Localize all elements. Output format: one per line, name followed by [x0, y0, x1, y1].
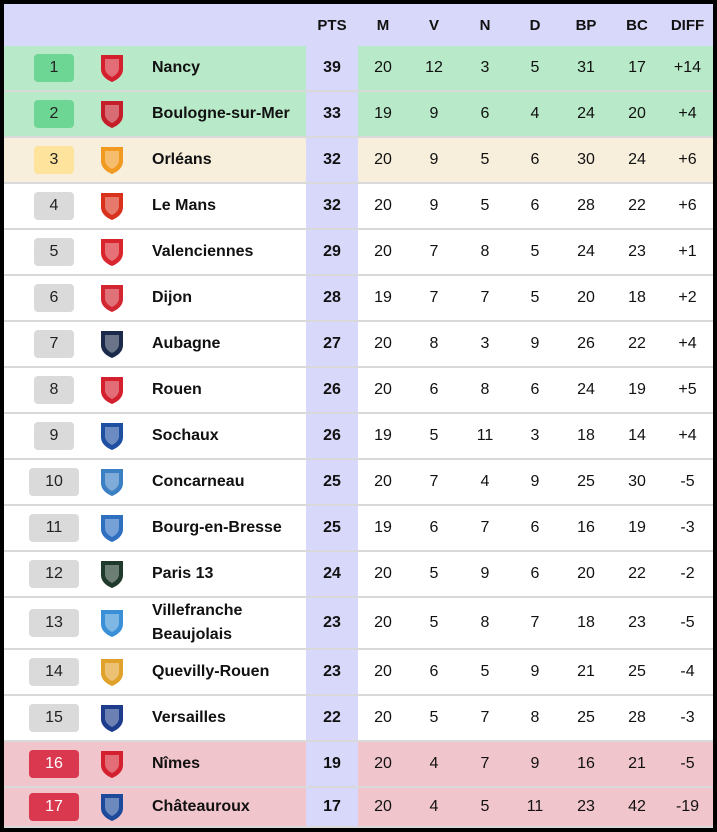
stat-d: 11	[526, 798, 544, 815]
stat-diff: -5	[680, 614, 695, 631]
stat-n: 9	[480, 565, 490, 582]
stat-v: 8	[429, 335, 439, 352]
team-logo	[92, 506, 132, 550]
stat-v: 5	[429, 709, 439, 726]
stat-pts: 27	[306, 322, 358, 366]
stat-bc: 23	[628, 243, 646, 260]
stat-d: 3	[530, 427, 540, 444]
stat-pts: 26	[306, 368, 358, 412]
stat-v: 5	[429, 427, 439, 444]
stat-diff: +6	[678, 197, 697, 214]
rank-cell	[4, 460, 104, 504]
team-name[interactable]: Châteauroux	[152, 798, 250, 815]
table-row[interactable]	[4, 788, 713, 828]
stat-m: 20	[374, 798, 392, 815]
stat-bp: 20	[577, 565, 595, 582]
stat-diff: +1	[678, 243, 697, 260]
stat-bc: 20	[628, 105, 646, 122]
stat-d: 5	[530, 243, 540, 260]
team-name[interactable]: Valenciennes	[152, 243, 254, 260]
stat-v: 5	[429, 565, 439, 582]
rank-cell	[4, 368, 104, 412]
stat-bc: 22	[628, 335, 646, 352]
team-name[interactable]: Rouen	[152, 381, 202, 398]
boulogne-crest-icon	[99, 99, 125, 129]
stat-diff: +4	[678, 105, 697, 122]
stat-diff: -5	[680, 755, 695, 772]
stat-bp: 30	[577, 151, 595, 168]
stat-m: 19	[374, 289, 392, 306]
stat-diff: -19	[675, 798, 700, 815]
rank-badge: 2	[34, 100, 74, 128]
standings-table	[4, 4, 713, 828]
stat-v: 12	[425, 59, 443, 76]
stat-m: 19	[374, 105, 392, 122]
stat-bc: 17	[628, 59, 646, 76]
stat-bp: 24	[577, 243, 595, 260]
stat-pts: 22	[306, 696, 358, 740]
le-mans-crest-icon	[99, 191, 125, 221]
aubagne-crest-icon	[99, 329, 125, 359]
rank-badge: 12	[29, 560, 79, 588]
stat-n: 8	[480, 381, 490, 398]
header-n[interactable]: N	[479, 16, 491, 34]
rank-badge: 7	[34, 330, 74, 358]
orleans-crest-icon	[99, 145, 125, 175]
stat-d: 6	[530, 197, 540, 214]
stat-m: 20	[374, 755, 392, 772]
stat-bc: 19	[628, 519, 646, 536]
team-name[interactable]: Versailles	[152, 709, 226, 726]
team-logo	[92, 322, 132, 366]
rank-badge: 4	[34, 192, 74, 220]
stat-bp: 25	[577, 473, 595, 490]
table-row[interactable]	[4, 368, 713, 414]
stat-m: 20	[374, 614, 392, 631]
rank-badge: 13	[29, 609, 79, 637]
stat-v: 4	[429, 798, 439, 815]
stat-m: 20	[374, 381, 392, 398]
table-row[interactable]	[4, 184, 713, 230]
stat-d: 9	[530, 755, 540, 772]
stat-v: 6	[429, 663, 439, 680]
stat-n: 3	[480, 335, 490, 352]
table-row[interactable]	[4, 322, 713, 368]
stat-v: 7	[429, 289, 439, 306]
stat-pts: 25	[306, 460, 358, 504]
stat-bc: 23	[628, 614, 646, 631]
team-name[interactable]: Le Mans	[152, 197, 217, 214]
stat-v: 9	[429, 151, 439, 168]
stat-pts: 29	[306, 230, 358, 274]
chateauroux-crest-icon	[99, 792, 125, 822]
stat-n: 5	[480, 197, 490, 214]
team-name[interactable]: Quevilly-Rouen	[152, 663, 270, 680]
stat-pts: 28	[306, 276, 358, 320]
rank-badge: 17	[29, 793, 79, 821]
stat-n: 7	[480, 289, 490, 306]
stat-m: 19	[374, 519, 392, 536]
stat-m: 20	[374, 59, 392, 76]
team-name[interactable]: Concarneau	[152, 473, 245, 490]
sochaux-crest-icon	[99, 421, 125, 451]
team-logo	[92, 696, 132, 740]
team-logo	[92, 552, 132, 596]
stat-diff: +6	[678, 151, 697, 168]
rank-cell	[4, 322, 104, 366]
stat-bp: 26	[577, 335, 595, 352]
stat-n: 7	[480, 755, 490, 772]
rank-cell	[4, 276, 104, 320]
table-row[interactable]	[4, 138, 713, 184]
stat-pts: 26	[306, 414, 358, 458]
team-logo	[92, 92, 132, 136]
rank-badge: 15	[29, 704, 79, 732]
stat-n: 7	[480, 709, 490, 726]
rank-cell	[4, 598, 104, 648]
stat-bc: 25	[628, 663, 646, 680]
team-logo	[92, 788, 132, 826]
rank-badge: 10	[29, 468, 79, 496]
table-header	[4, 4, 713, 46]
stat-pts: 24	[306, 552, 358, 596]
stat-pts: 39	[306, 46, 358, 90]
stat-n: 5	[480, 151, 490, 168]
stat-v: 7	[429, 243, 439, 260]
dijon-crest-icon	[99, 283, 125, 313]
rank-cell	[4, 92, 104, 136]
table-row[interactable]	[4, 506, 713, 552]
stat-bc: 22	[628, 565, 646, 582]
stat-diff: -2	[680, 565, 695, 582]
table-row[interactable]	[4, 460, 713, 506]
nancy-crest-icon	[99, 53, 125, 83]
stat-pts: 25	[306, 506, 358, 550]
stat-n: 6	[480, 105, 490, 122]
stat-diff: +14	[673, 59, 702, 76]
stat-bp: 31	[577, 59, 595, 76]
team-logo	[92, 368, 132, 412]
stat-d: 8	[530, 709, 540, 726]
header-bp[interactable]: BP	[575, 16, 597, 34]
team-logo	[92, 598, 132, 648]
rouen-crest-icon	[99, 375, 125, 405]
stat-bc: 42	[628, 798, 646, 815]
stat-n: 8	[480, 614, 490, 631]
stat-bp: 25	[577, 709, 595, 726]
stat-n: 3	[480, 59, 490, 76]
stat-v: 7	[429, 473, 439, 490]
stat-d: 9	[530, 335, 540, 352]
stat-bc: 18	[628, 289, 646, 306]
stat-m: 20	[374, 709, 392, 726]
stat-bc: 28	[628, 709, 646, 726]
stat-n: 7	[480, 519, 490, 536]
rank-badge: 11	[29, 514, 79, 542]
team-logo	[92, 276, 132, 320]
table-row[interactable]	[4, 92, 713, 138]
table-row[interactable]	[4, 552, 713, 598]
stat-bc: 24	[628, 151, 646, 168]
stat-m: 20	[374, 243, 392, 260]
stat-m: 20	[374, 565, 392, 582]
valenciennes-crest-icon	[99, 237, 125, 267]
team-name[interactable]: Nîmes	[152, 755, 201, 772]
stat-m: 20	[374, 151, 392, 168]
stat-bp: 18	[577, 614, 595, 631]
stat-m: 20	[374, 663, 392, 680]
stat-pts: 19	[306, 742, 358, 786]
stat-d: 6	[530, 519, 540, 536]
header-d[interactable]: D	[529, 16, 541, 34]
rank-badge: 3	[34, 146, 74, 174]
stat-diff: -3	[680, 709, 695, 726]
stat-pts: 32	[306, 184, 358, 228]
rank-cell	[4, 184, 104, 228]
table-row[interactable]	[4, 696, 713, 742]
rank-badge: 1	[34, 54, 74, 82]
stat-v: 5	[429, 614, 439, 631]
stat-d: 9	[530, 473, 540, 490]
stat-diff: +2	[678, 289, 697, 306]
rank-badge: 9	[34, 422, 74, 450]
stat-d: 5	[530, 59, 540, 76]
stat-bp: 16	[577, 519, 595, 536]
stat-d: 6	[530, 381, 540, 398]
paris13-crest-icon	[99, 559, 125, 589]
team-logo	[92, 230, 132, 274]
table-row[interactable]	[4, 742, 713, 788]
stat-diff: -5	[680, 473, 695, 490]
stat-pts: 32	[306, 138, 358, 182]
stat-diff: -4	[680, 663, 695, 680]
stat-m: 19	[374, 427, 392, 444]
team-logo	[92, 742, 132, 786]
rank-cell	[4, 696, 104, 740]
table-row[interactable]	[4, 230, 713, 276]
stat-bp: 28	[577, 197, 595, 214]
stat-diff: +4	[678, 427, 697, 444]
stat-bc: 22	[628, 197, 646, 214]
villefranche-crest-icon	[99, 608, 125, 638]
header-v[interactable]: V	[428, 16, 439, 34]
team-logo	[92, 46, 132, 90]
rank-cell	[4, 506, 104, 550]
stat-v: 4	[429, 755, 439, 772]
stat-m: 20	[374, 197, 392, 214]
stat-bp: 23	[577, 798, 595, 815]
stat-n: 5	[480, 798, 490, 815]
rank-cell	[4, 650, 104, 694]
stat-bc: 21	[628, 755, 646, 772]
table-row[interactable]	[4, 276, 713, 322]
rank-badge: 5	[34, 238, 74, 266]
stat-bc: 30	[628, 473, 646, 490]
stat-n: 11	[476, 427, 494, 444]
rank-badge: 8	[34, 376, 74, 404]
stat-v: 9	[429, 197, 439, 214]
team-name[interactable]: Villefranche Beaujolais	[152, 602, 243, 643]
stat-pts: 23	[306, 650, 358, 694]
rank-badge: 14	[29, 658, 79, 686]
stat-d: 5	[530, 289, 540, 306]
table-row[interactable]	[4, 46, 713, 92]
rank-cell	[4, 742, 104, 786]
stat-v: 6	[429, 519, 439, 536]
team-name[interactable]: Boulogne-sur-Mer	[152, 105, 290, 122]
versailles-crest-icon	[99, 703, 125, 733]
header-diff[interactable]: DIFF	[670, 16, 705, 34]
stat-d: 6	[530, 151, 540, 168]
stat-d: 4	[530, 105, 540, 122]
header-bc[interactable]: BC	[626, 16, 648, 34]
stat-d: 9	[530, 663, 540, 680]
stat-pts: 17	[306, 788, 358, 826]
team-logo	[92, 650, 132, 694]
team-name[interactable]: Aubagne	[152, 335, 221, 352]
stat-v: 9	[429, 105, 439, 122]
header-pts[interactable]: PTS	[317, 16, 347, 34]
stat-m: 20	[374, 335, 392, 352]
stat-bp: 18	[577, 427, 595, 444]
stat-d: 6	[530, 565, 540, 582]
team-logo	[92, 414, 132, 458]
stat-d: 7	[530, 614, 540, 631]
rank-cell	[4, 788, 104, 826]
rank-cell	[4, 46, 104, 90]
header-m[interactable]: M	[376, 16, 390, 34]
stat-bp: 16	[577, 755, 595, 772]
team-name[interactable]: Orléans	[152, 151, 212, 168]
stat-n: 8	[480, 243, 490, 260]
stat-bc: 19	[628, 381, 646, 398]
concarneau-crest-icon	[99, 467, 125, 497]
team-name[interactable]: Dijon	[152, 289, 192, 306]
table-row[interactable]	[4, 598, 713, 650]
table-row[interactable]	[4, 414, 713, 460]
stat-n: 5	[480, 663, 490, 680]
bourg-crest-icon	[99, 513, 125, 543]
table-row[interactable]	[4, 650, 713, 696]
qrm-crest-icon	[99, 657, 125, 687]
stat-pts: 23	[306, 598, 358, 648]
stat-bp: 20	[577, 289, 595, 306]
rank-badge: 6	[34, 284, 74, 312]
team-logo	[92, 460, 132, 504]
team-name[interactable]: Bourg-en-Bresse	[152, 519, 282, 536]
stat-n: 4	[480, 473, 490, 490]
team-name[interactable]: Paris 13	[152, 565, 214, 582]
nimes-crest-icon	[99, 749, 125, 779]
stat-bp: 24	[577, 105, 595, 122]
rank-cell	[4, 230, 104, 274]
stat-v: 6	[429, 381, 439, 398]
stat-m: 20	[374, 473, 392, 490]
stat-bp: 21	[577, 663, 595, 680]
stat-pts: 33	[306, 92, 358, 136]
stat-bp: 24	[577, 381, 595, 398]
stat-diff: +4	[678, 335, 697, 352]
stat-diff: +5	[678, 381, 697, 398]
team-logo	[92, 184, 132, 228]
team-name[interactable]: Nancy	[152, 59, 201, 76]
rank-badge: 16	[29, 750, 79, 778]
rank-cell	[4, 552, 104, 596]
stat-bc: 14	[628, 427, 646, 444]
team-name[interactable]: Sochaux	[152, 427, 219, 444]
team-logo	[92, 138, 132, 182]
rank-cell	[4, 138, 104, 182]
stat-diff: -3	[680, 519, 695, 536]
rank-cell	[4, 414, 104, 458]
